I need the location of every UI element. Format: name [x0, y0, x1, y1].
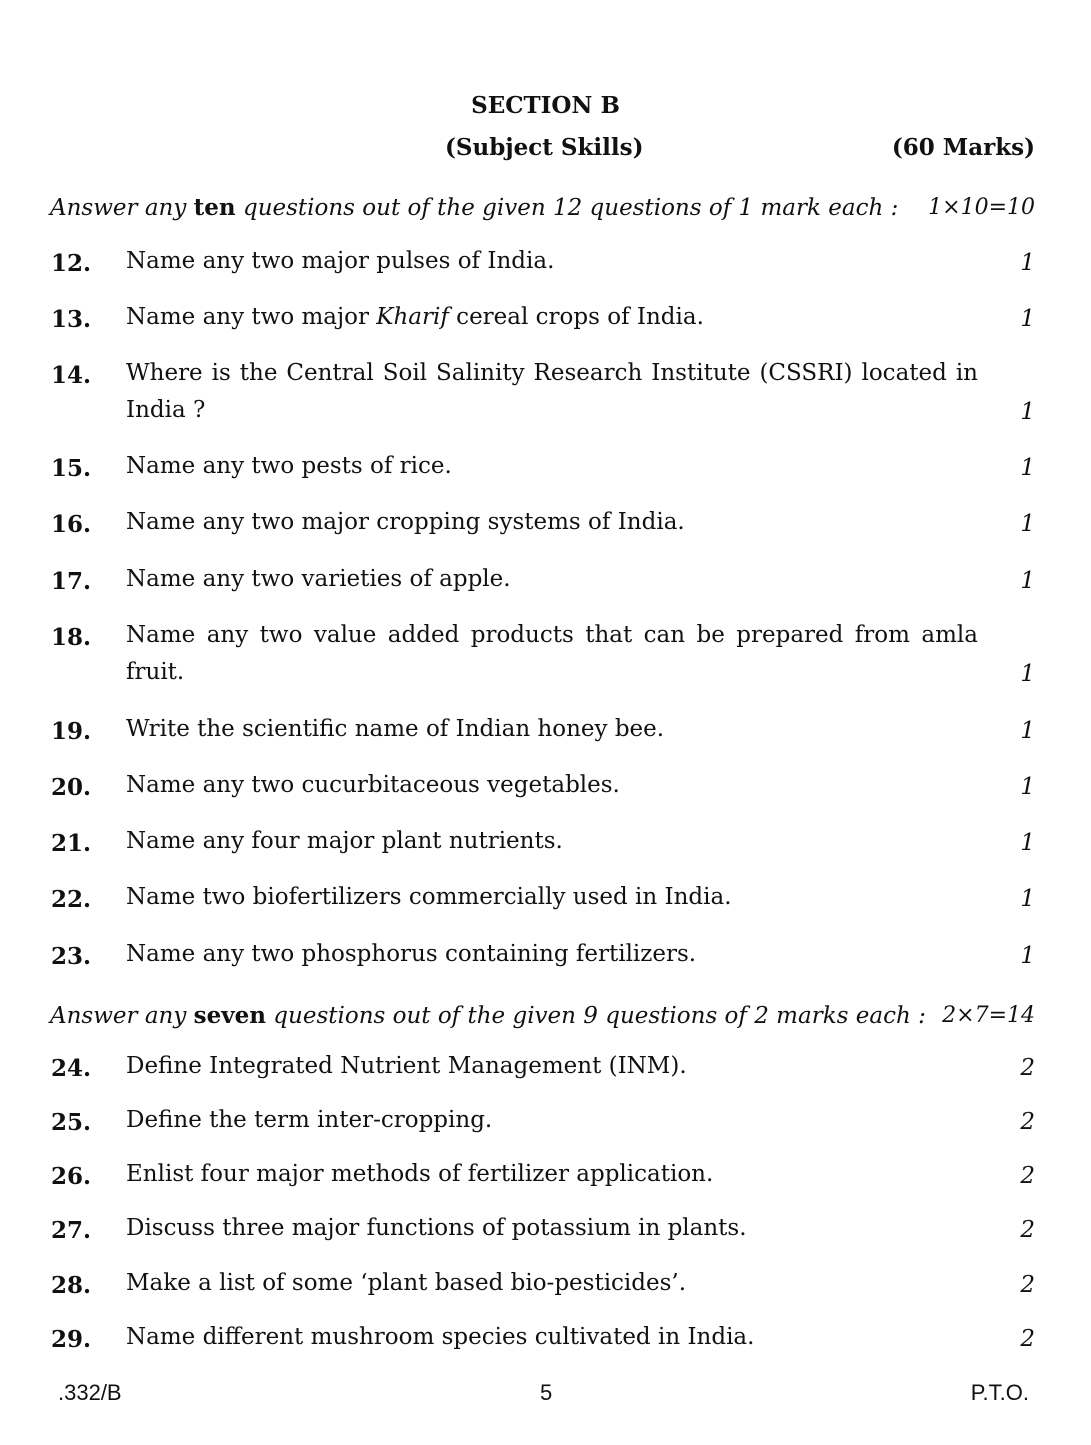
question-number: 27. — [51, 1217, 92, 1244]
question-marks: 1 — [1020, 718, 1035, 744]
instruction-one-mark: Answer any ten questions out of the given 12 questions of 1 mark each : — [50, 194, 899, 221]
question-marks: 2 — [1020, 1109, 1035, 1135]
question-text: Name any two major pulses of India. — [126, 248, 555, 274]
question-marks: 1 — [1020, 455, 1035, 481]
question-number: 25. — [51, 1109, 92, 1136]
question-marks: 1 — [1020, 830, 1035, 856]
question-marks: 1 — [1020, 250, 1035, 276]
question-marks: 1 — [1020, 306, 1035, 332]
section-marks: (60 Marks) — [891, 134, 1035, 161]
footer-pto: P.T.O. — [970, 1380, 1029, 1405]
question-text: Name different mushroom species cultivated in India. — [126, 1324, 755, 1350]
question-text: Write the scientific name of Indian honey bee. — [126, 716, 665, 742]
footer-code: .332/B — [58, 1380, 122, 1405]
question-number: 22. — [51, 886, 92, 913]
question-number: 29. — [51, 1326, 92, 1353]
section-title: SECTION B — [471, 92, 620, 119]
question-number: 26. — [51, 1163, 92, 1190]
question-text: Name two biofertilizers commercially used in India. — [126, 884, 732, 910]
question-number: 23. — [51, 943, 92, 970]
question-text: Name any two varieties of apple. — [126, 566, 511, 592]
question-marks: 2 — [1020, 1055, 1035, 1081]
question-marks: 1 — [1020, 511, 1035, 537]
question-text: Name any two phosphorus containing fertilizers. — [126, 941, 697, 967]
question-text: Name any four major plant nutrients. — [126, 828, 563, 854]
question-text: Define Integrated Nutrient Management (INM). — [126, 1053, 687, 1079]
question-text: Where is the Central Soil Salinity Research Institute (CSSRI) located in India ? — [126, 360, 978, 423]
footer-page-number: 5 — [540, 1380, 553, 1405]
question-marks: 1 — [1020, 568, 1035, 594]
question-text: Name any two major cropping systems of India. — [126, 509, 685, 535]
question-number: 13. — [51, 306, 92, 333]
question-number: 20. — [51, 774, 92, 801]
question-marks: 1 — [1020, 399, 1035, 425]
question-text: Enlist four major methods of fertilizer application. — [126, 1161, 714, 1187]
question-number: 21. — [51, 830, 92, 857]
instruction-two-mark: Answer any seven questions out of the given 9 questions of 2 marks each : — [50, 1002, 926, 1029]
question-number: 14. — [51, 362, 92, 389]
question-number: 16. — [51, 511, 92, 538]
question-marks: 2 — [1020, 1163, 1035, 1189]
question-marks: 2 — [1020, 1326, 1035, 1352]
question-number: 15. — [51, 455, 92, 482]
question-text: Name any two cucurbitaceous vegetables. — [126, 772, 620, 798]
question-number: 18. — [51, 624, 92, 651]
question-text: Make a list of some ‘plant based bio-pesticides’. — [126, 1270, 687, 1296]
question-text: Define the term inter-cropping. — [126, 1107, 493, 1133]
question-number: 24. — [51, 1055, 92, 1082]
question-text: Name any two pests of rice. — [126, 453, 452, 479]
question-marks: 1 — [1020, 943, 1035, 969]
section-subtitle: (Subject Skills) — [445, 134, 644, 161]
question-number: 17. — [51, 568, 92, 595]
question-marks: 2 — [1020, 1272, 1035, 1298]
question-text: Discuss three major functions of potassium in plants. — [126, 1215, 747, 1241]
question-number: 28. — [51, 1272, 92, 1299]
question-marks: 1 — [1020, 774, 1035, 800]
question-number: 19. — [51, 718, 92, 745]
question-marks: 2 — [1020, 1217, 1035, 1243]
question-marks: 1 — [1020, 886, 1035, 912]
instruction-two-mark-total: 2×7=14 — [942, 1003, 1035, 1028]
question-number: 12. — [51, 250, 92, 277]
question-text: Name any two major Kharif cereal crops of India. — [126, 304, 704, 330]
question-text: Name any two value added products that can be prepared from amla fruit. — [126, 622, 978, 685]
question-marks: 1 — [1020, 661, 1035, 687]
instruction-one-mark-total: 1×10=10 — [928, 195, 1035, 220]
